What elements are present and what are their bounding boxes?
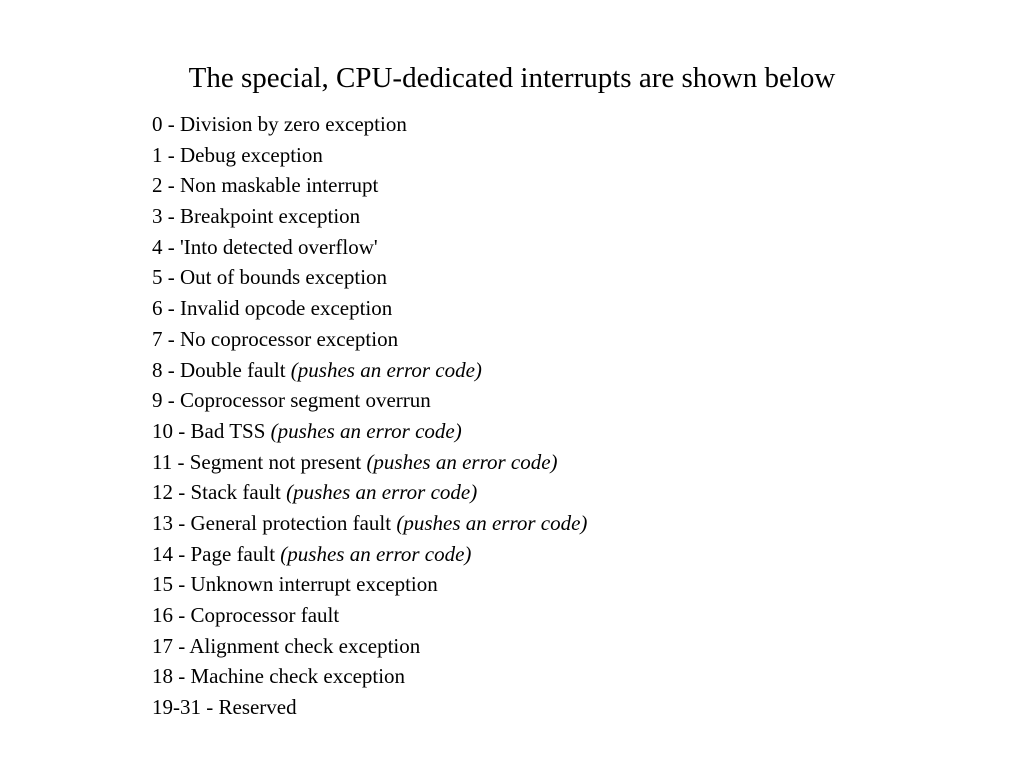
interrupt-label: 6 - Invalid opcode exception	[152, 296, 393, 321]
interrupt-item	[152, 569, 587, 600]
interrupt-label: 10 - Bad TSS	[152, 418, 266, 443]
interrupt-item	[152, 293, 587, 324]
interrupt-item	[152, 477, 587, 508]
interrupt-label: 11 - Segment not present	[152, 449, 362, 474]
error-code-note: (pushes an error code)	[286, 480, 478, 505]
interrupt-item	[152, 661, 587, 692]
interrupt-label: 5 - Out of bounds exception	[152, 265, 388, 290]
interrupt-label: 17 - Alignment check exception	[152, 633, 421, 658]
interrupt-item	[152, 201, 587, 232]
interrupt-item	[152, 232, 587, 263]
interrupt-label: 13 - General protection fault	[152, 510, 392, 535]
interrupt-label: 0 - Division by zero exception	[152, 112, 407, 136]
interrupt-item	[152, 447, 587, 478]
interrupt-item	[152, 262, 587, 293]
interrupt-item	[152, 539, 587, 570]
interrupt-label: 15 - Unknown interrupt exception	[152, 572, 438, 597]
interrupt-label: 2 - Non maskable interrupt	[152, 173, 379, 198]
interrupt-item	[152, 385, 587, 416]
interrupt-item	[152, 324, 587, 355]
interrupt-label: 4 - 'Into detected overflow'	[152, 234, 378, 259]
interrupt-item	[152, 355, 587, 386]
interrupt-label: 8 - Double fault	[152, 357, 286, 382]
interrupt-item	[152, 631, 587, 662]
interrupt-label: 12 - Stack fault	[152, 480, 281, 505]
interrupt-label: 3 - Breakpoint exception	[152, 204, 361, 229]
interrupt-item	[152, 600, 587, 631]
error-code-note: (pushes an error code)	[280, 541, 472, 566]
interrupt-item	[152, 140, 587, 171]
slide-title: The special, CPU-dedicated interrupts are shown below	[188, 62, 836, 94]
error-code-note: (pushes an error code)	[290, 357, 482, 382]
interrupt-item	[152, 692, 587, 723]
interrupt-label: 9 - Coprocessor segment overrun	[152, 388, 431, 413]
interrupt-item	[152, 508, 587, 539]
interrupt-label: 18 - Machine check exception	[152, 664, 406, 689]
interrupt-label: 1 - Debug exception	[152, 142, 323, 167]
error-code-note: (pushes an error code)	[366, 449, 558, 474]
interrupt-list	[152, 109, 587, 723]
interrupt-item	[152, 109, 587, 140]
interrupt-item	[152, 170, 587, 201]
error-code-note: (pushes an error code)	[396, 510, 588, 535]
interrupt-label: 19-31 - Reserved	[152, 695, 297, 720]
interrupt-label: 16 - Coprocessor fault	[152, 603, 340, 627]
interrupt-item	[152, 416, 587, 447]
interrupt-label: 14 - Page fault	[152, 541, 276, 566]
interrupt-label: 7 - No coprocessor exception	[152, 326, 399, 351]
error-code-note: (pushes an error code)	[270, 418, 462, 443]
